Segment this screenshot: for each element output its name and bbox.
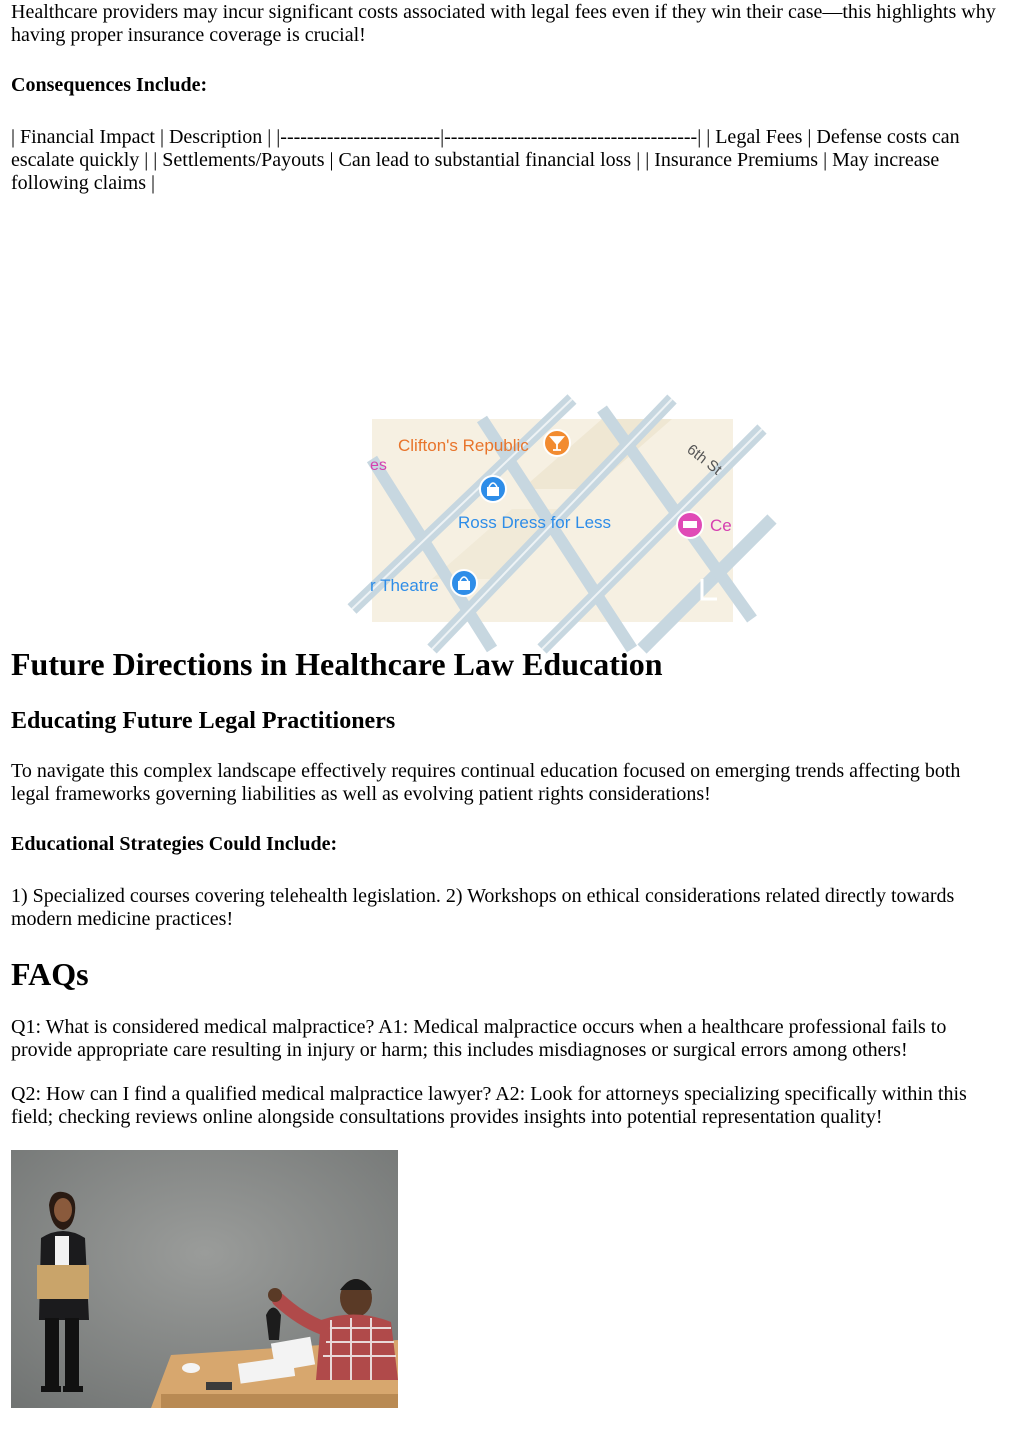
faq-item-2: Q2: How can I find a qualified medical malpractice lawyer? A2: Look for attorneys specializing specifically within this field; checking reviews online alongside consultations provides insights into potential representation quality! bbox=[11, 1083, 967, 1128]
section-title: Future Directions in Healthcare Law Education bbox=[11, 646, 663, 682]
intro-paragraph: Healthcare providers may incur significant costs associated with legal fees even if they win their case—this highlights why having proper insurance coverage is crucial! bbox=[11, 1, 996, 46]
map-label-ce: Ce bbox=[710, 516, 732, 535]
education-paragraph: To navigate this complex landscape effectively requires continual education focused on emerging trends affecting both legal frameworks governing liabilities as well as evolving patient rights considerations! bbox=[11, 760, 961, 805]
shopping-bag-pin-icon bbox=[480, 476, 506, 502]
consequences-heading: Consequences Include: bbox=[11, 74, 208, 96]
map-label-es: es bbox=[370, 457, 387, 474]
office-photo bbox=[11, 1150, 398, 1408]
map-image bbox=[372, 419, 733, 622]
map-label-6th-st: 6th St bbox=[683, 441, 725, 479]
office-photo-illustration bbox=[11, 1150, 398, 1408]
map-label-ross: Ross Dress for Less bbox=[458, 513, 612, 532]
strategies-paragraph: 1) Specialized courses covering telehealth legislation. 2) Workshops on ethical considerations related directly towards modern medicine practices! bbox=[11, 885, 955, 930]
cocktail-pin-icon bbox=[544, 430, 570, 456]
subsection-title: Educating Future Legal Practitioners bbox=[11, 708, 396, 734]
financial-impact-table-text: | Financial Impact | Description | |------------------------|--------------------------------------| | Legal Fees | Defense costs can escalate quickly | | Settlements/Payouts | Can lead to substantial financial loss | | Insurance Premiums | May increase following claims | bbox=[11, 126, 960, 194]
shopping-bag-pin-icon bbox=[451, 570, 477, 596]
strategies-heading: Educational Strategies Could Include: bbox=[11, 833, 338, 855]
hotel-pin-icon bbox=[677, 512, 703, 538]
map-label-theatre: r Theatre bbox=[370, 576, 439, 595]
map-label-clifton: Clifton's Republic bbox=[398, 436, 529, 455]
faq-item-1: Q1: What is considered medical malpractice? A1: Medical malpractice occurs when a healthcare professional fails to provide appropriate care resulting in injury or harm; this includes misdiagnoses or surgical errors among others! bbox=[11, 1016, 947, 1061]
faq-title: FAQs bbox=[11, 956, 89, 992]
